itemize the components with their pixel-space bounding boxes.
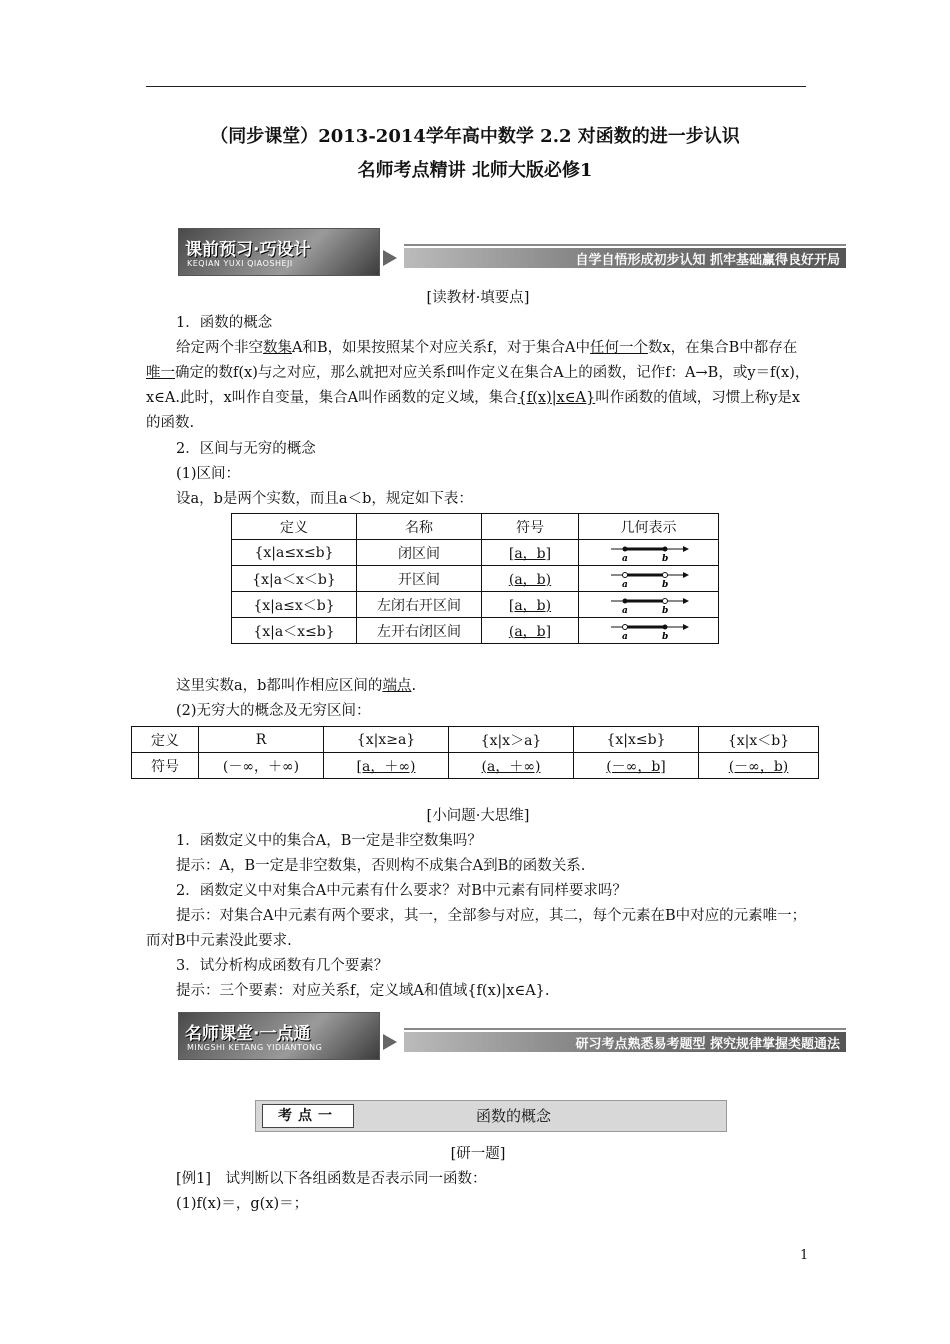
axis-label-a: a: [621, 579, 628, 589]
def-text: 数x，在集合B中都存在: [647, 340, 798, 356]
def-blank: 唯一: [146, 365, 175, 381]
def-blank: 任何一个: [589, 340, 648, 356]
infinity-heading: (2)无穷大的概念及无穷区间：: [176, 703, 371, 719]
endpoint-period: .: [411, 678, 417, 694]
page-number: 1: [800, 1248, 809, 1263]
table-cell: [482, 592, 579, 618]
table-cell: 左闭右开区间: [357, 592, 482, 618]
hint-3: 提示：三个要素：对应关系f，定义域A和值域{f(x)|x∈A}.: [176, 983, 550, 999]
banner-logo-pinyin: KEQIAN YUXI QIAOSHEJI: [187, 259, 293, 268]
table-cell: {x|x＜b}: [699, 727, 819, 753]
interval-symbol: [a，b]: [508, 545, 552, 562]
interval-symbol: [a，b): [508, 597, 552, 614]
topic-name: 函数的概念: [476, 1107, 552, 1125]
infinity-table: [131, 726, 819, 779]
number-line-left-closed: [579, 592, 719, 618]
table-cell: 开区间: [357, 566, 482, 592]
top-rule: [146, 86, 806, 87]
table-cell: [699, 753, 819, 779]
question-2: 2．函数定义中对集合A中元素有什么要求？对B中元素有同样要求吗？: [176, 883, 627, 899]
interval-table: [231, 513, 719, 644]
def-blank: 数集: [263, 340, 292, 356]
banner-logo-pinyin: MINGSHI KETANG YIDIANTONG: [187, 1043, 323, 1052]
interval-symbol: (a，b): [508, 571, 552, 588]
example-1-prompt: [例1] 试判断以下各组函数是否表示同一函数：: [176, 1171, 487, 1187]
hint-1: 提示：A，B一定是非空数集，否则构不成集合A到B的函数关系.: [176, 858, 586, 874]
axis-label-b: b: [661, 605, 668, 615]
number-line-right-closed: [579, 618, 719, 644]
doc-title-line2: 名师考点精讲 北师大版必修1: [357, 160, 593, 181]
topic-bar: [255, 1100, 727, 1132]
table-row: [132, 727, 819, 753]
topic-label: 考点一: [262, 1104, 354, 1128]
axis-label-b: b: [661, 579, 668, 589]
table-cell: R: [199, 727, 324, 753]
table-cell: [482, 618, 579, 644]
number-line-svg: [609, 595, 689, 615]
interval-symbol: (－∞，b]: [606, 758, 666, 775]
table-cell: {x|x＞a}: [449, 727, 574, 753]
table-cell: {x|a＜x≤b}: [232, 618, 357, 644]
table-row: [232, 566, 719, 592]
endpoint-blank: 端点: [382, 678, 412, 694]
interval-symbol: (a，＋∞): [481, 758, 541, 775]
table-cell: 左开右闭区间: [357, 618, 482, 644]
number-line-svg: [609, 621, 689, 641]
interval-symbol: [a，＋∞): [356, 758, 416, 775]
hint-2: 提示：对集合A中元素有两个要求，其一，全部参与对应，其二，每个元素在B中对应的元素唯一；而对B中元素没此要求.: [146, 908, 807, 949]
question-3: 3．试分析构成函数有几个要素？: [176, 958, 389, 974]
banner-tagline: 研习考点熟悉易考题型 探究规律掌握类题通法: [575, 1037, 840, 1052]
table-header: 符号: [482, 514, 579, 540]
question-1: 1．函数定义中的集合A，B一定是非空数集吗？: [176, 833, 482, 849]
axis-label-a: a: [621, 605, 628, 615]
table-cell: [449, 753, 574, 779]
table-row: [132, 753, 819, 779]
banner-preview: [178, 228, 846, 274]
table-header: 名称: [357, 514, 482, 540]
axis-label-b: b: [661, 553, 668, 563]
table-row: [232, 618, 719, 644]
interval-symbol: (－∞，b): [728, 758, 789, 775]
table-cell: {x|a≤x≤b}: [232, 540, 357, 566]
banner-strip: [404, 1032, 846, 1052]
interval-symbol: (a，b]: [508, 623, 552, 640]
doc-title-line1: （同步课堂）2013-2014学年高中数学 2.2 对函数的进一步认识: [210, 126, 740, 147]
number-line-svg: [609, 569, 689, 589]
heading-function-concept: 1．函数的概念: [176, 315, 273, 331]
table-row: [232, 540, 719, 566]
axis-label-a: a: [621, 631, 628, 641]
axis-label-b: b: [661, 631, 668, 641]
def-text: 给定两个非空: [176, 340, 263, 356]
section-heading-think: [小问题·大思维]: [426, 808, 530, 824]
table-cell: {x|a≤x＜b}: [232, 592, 357, 618]
number-line-open: [579, 566, 719, 592]
table-header: 几何表示: [579, 514, 719, 540]
table-cell: {x|x≥a}: [324, 727, 449, 753]
banner-tagline: 自学自悟形成初步认知 抓牢基础赢得良好开局: [575, 253, 840, 268]
table-cell: 闭区间: [357, 540, 482, 566]
subheading-interval: (1)区间：: [176, 466, 241, 482]
axis-label-a: a: [621, 553, 628, 563]
table-header: 定义: [232, 514, 357, 540]
interval-intro: 设a，b是两个实数，而且a＜b，规定如下表：: [176, 491, 473, 507]
number-line-closed: [579, 540, 719, 566]
table-cell: {x|x≤b}: [574, 727, 699, 753]
play-arrow-icon: [383, 1034, 397, 1050]
example-1-part-1: (1)f(x)＝，g(x)＝；: [176, 1196, 309, 1212]
banner-logo-text: 名师课堂·一点通: [185, 1024, 311, 1044]
function-definition-paragraph: [146, 336, 810, 436]
table-row: [232, 592, 719, 618]
play-arrow-icon: [383, 250, 397, 266]
banner-logo-image: [178, 1012, 380, 1060]
table-cell: {x|a＜x＜b}: [232, 566, 357, 592]
banner-strip: [404, 248, 846, 268]
table-header-row: [232, 514, 719, 540]
def-text: 确定的数f(x)与之对应，那么就把对应关系f叫作定义在集合A上的函数，记作f：A→B，或y＝f(x)，x∈A.此时，x叫作自变量，集合A叫作函数的定义域，集合: [146, 365, 810, 406]
table-cell: [482, 566, 579, 592]
endpoint-sentence: [146, 674, 810, 699]
banner-divider: [404, 1028, 846, 1030]
def-blank: {f(x)|x∈A}: [517, 390, 596, 406]
def-text: 叫作函数的值域，习惯上称y是x的函数.: [146, 390, 801, 431]
def-text: A和B，如果按照某个对应关系f，对于集合A中: [292, 340, 590, 356]
table-cell: [324, 753, 449, 779]
banner-divider: [404, 244, 846, 246]
number-line-svg: [609, 543, 689, 563]
banner-logo-image: [178, 228, 380, 276]
table-cell: (－∞，＋∞): [199, 753, 324, 779]
table-cell: [574, 753, 699, 779]
banner-lesson: [178, 1012, 846, 1058]
table-cell: [482, 540, 579, 566]
banner-logo-text: 课前预习·巧设计: [185, 240, 311, 260]
table-cell: 符号: [132, 753, 199, 779]
section-heading-read: [读教材·填要点]: [426, 290, 530, 306]
table-cell: 定义: [132, 727, 199, 753]
endpoint-text: 这里实数a，b都叫作相应区间的: [176, 678, 383, 694]
section-heading-study: [研一题]: [450, 1146, 506, 1162]
heading-interval: 2．区间与无穷的概念: [176, 441, 316, 457]
